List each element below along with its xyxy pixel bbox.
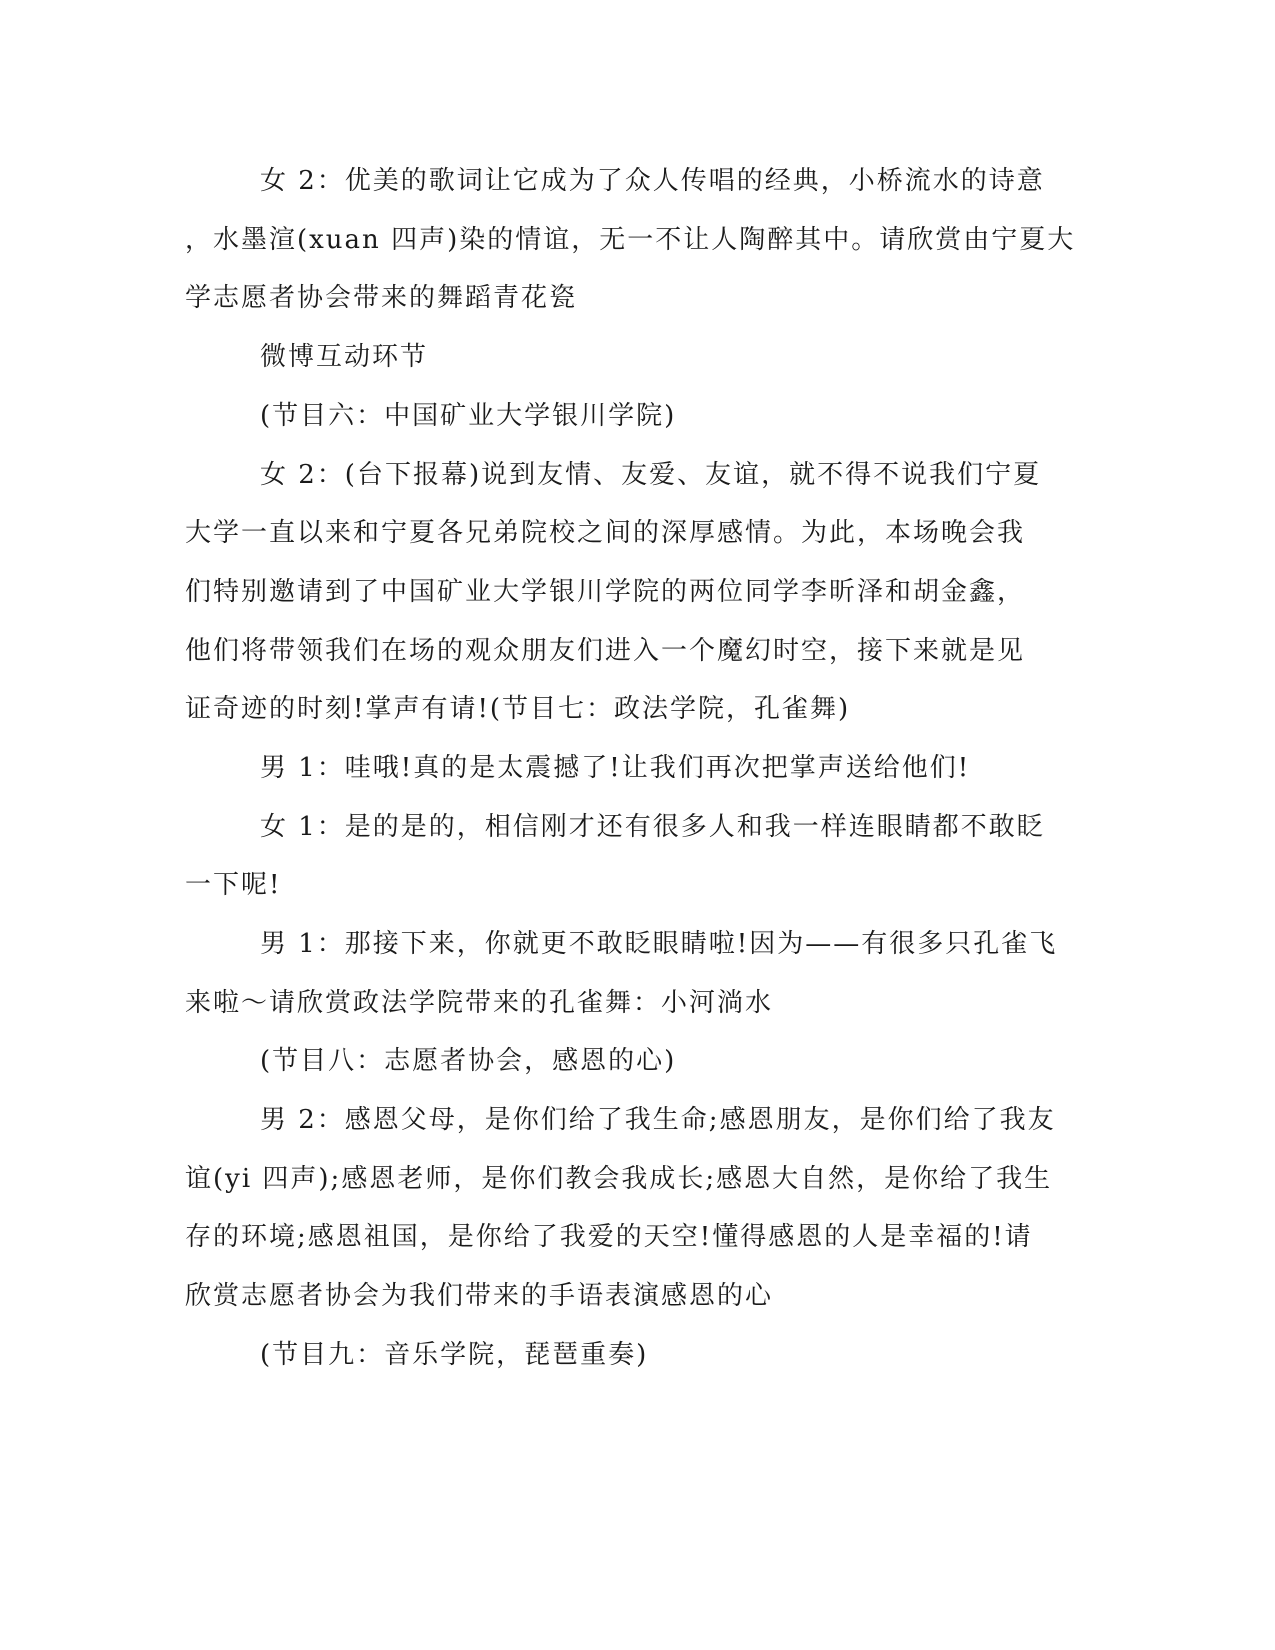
paragraph-line: 他们将带领我们在场的观众朋友们进入一个魔幻时空，接下来就是见 [185,636,1026,666]
paragraph-line: 存的环境;感恩祖国，是你给了我爱的天空!懂得感恩的人是幸福的!请 [185,1222,1033,1252]
paragraph-line: 欣赏志愿者协会为我们带来的手语表演感恩的心 [185,1281,774,1311]
program-note: (节目六：中国矿业大学银川学院) [260,401,677,431]
paragraph-line: ，水墨渲(xuan 四声)染的情谊，无一不让人陶醉其中。请欣赏由宁夏大 [185,225,1076,255]
section-heading: 微博互动环节 [260,342,429,372]
paragraph-line: 女 1：是的是的，相信刚才还有很多人和我一样连眼睛都不敢眨 [260,812,1045,842]
program-note: (节目八：志愿者协会，感恩的心) [260,1046,677,1076]
paragraph-line: 大学一直以来和宁夏各兄弟院校之间的深厚感情。为此，本场晚会我 [185,518,1026,548]
paragraph-line: 证奇迹的时刻!掌声有请!(节目七：政法学院，孔雀舞) [185,694,851,724]
paragraph-line: 谊(yi 四声);感恩老师，是你们教会我成长;感恩大自然，是你给了我生 [185,1164,1053,1194]
paragraph-line: 女 2：(台下报幕)说到友情、友爱、友谊，就不得不说我们宁夏 [260,460,1042,490]
paragraph-line: 来啦～请欣赏政法学院带来的孔雀舞：小河淌水 [185,988,774,1018]
paragraph-line: 学志愿者协会带来的舞蹈青花瓷 [185,283,578,313]
paragraph-line: 们特别邀请到了中国矿业大学银川学院的两位同学李昕泽和胡金鑫， [185,577,1026,607]
paragraph-line: 男 2：感恩父母，是你们给了我生命;感恩朋友，是你们给了我友 [260,1105,1056,1135]
paragraph-line: 女 2：优美的歌词让它成为了众人传唱的经典，小桥流水的诗意 [260,166,1045,196]
paragraph-line: 男 1：哇哦!真的是太震撼了!让我们再次把掌声送给他们! [260,753,971,783]
paragraph-line: 一下呢! [185,870,282,900]
paragraph-line: 男 1：那接下来，你就更不敢眨眼睛啦!因为——有很多只孔雀飞 [260,929,1058,959]
program-note: (节目九：音乐学院，琵琶重奏) [260,1340,649,1370]
